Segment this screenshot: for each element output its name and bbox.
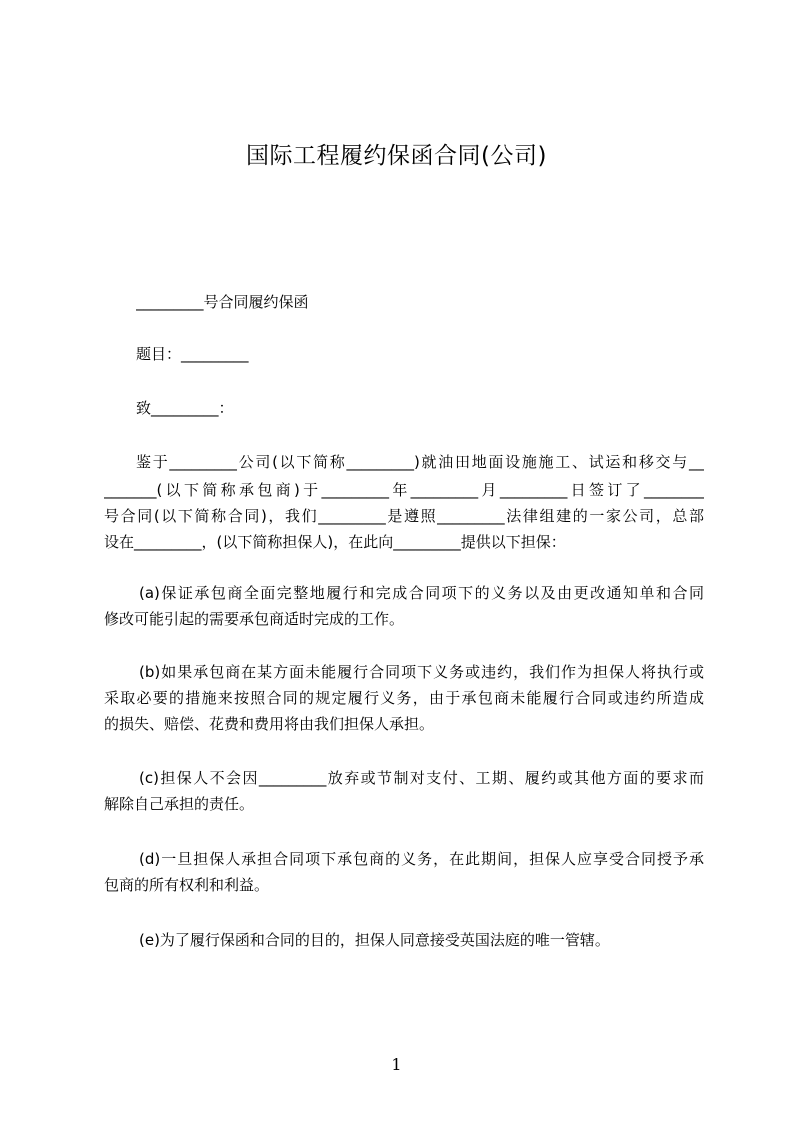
paragraph-line: (c)担保人不会因_________放弃或节制对支付、工期、履约或其他方面的要求而	[139, 769, 704, 787]
paragraph-line: 鉴于_________公司(以下简称_________)就油田地面设施施工、试运和移交与__	[136, 453, 704, 471]
paragraph-line: 的损失、赔偿、花费和费用将由我们担保人承担。	[104, 715, 435, 733]
paragraph-line: 号合同(以下简称合同)，我们_________是遵照_________法律组建的一家公司，总部	[104, 507, 704, 525]
paragraph-line: (a)保证承包商全面完整地履行和完成合同项下的义务以及由更改通知单和合同	[139, 584, 704, 602]
paragraph-line: 解除自己承担的责任。	[104, 795, 255, 813]
addressee-line: 致_________：	[136, 399, 234, 417]
paragraph-line: (d)一旦担保人承担合同项下承包商的义务，在此期间，担保人应享受合同授予承	[139, 850, 704, 868]
paragraph-line: _______(以下简称承包商)于_________年_________月_________日签订了________	[104, 481, 704, 499]
document-title: 国际工程履约保函合同(公司)	[246, 143, 547, 169]
page-number: 1	[391, 1055, 402, 1074]
paragraph-line: 修改可能引起的需要承包商适时完成的工作。	[104, 610, 405, 628]
paragraph-line: (e)为了履行保函和合同的目的，担保人同意接受英国法庭的唯一管辖。	[139, 931, 610, 949]
paragraph-line: 包商的所有权利和利益。	[104, 876, 270, 894]
paragraph-line: 设在_________，(以下简称担保人)，在此向_________提供以下担保：	[104, 533, 566, 551]
paragraph-line: (b)如果承包商在某方面未能履行合同项下义务或违约，我们作为担保人将执行或	[139, 663, 704, 681]
guarantee-number-line: _________号合同履约保函	[136, 293, 309, 311]
subject-line: 题目：_________	[136, 345, 249, 363]
paragraph-line: 采取必要的措施来按照合同的规定履行义务，由于承包商未能履行合同或违约所造成	[104, 689, 704, 707]
